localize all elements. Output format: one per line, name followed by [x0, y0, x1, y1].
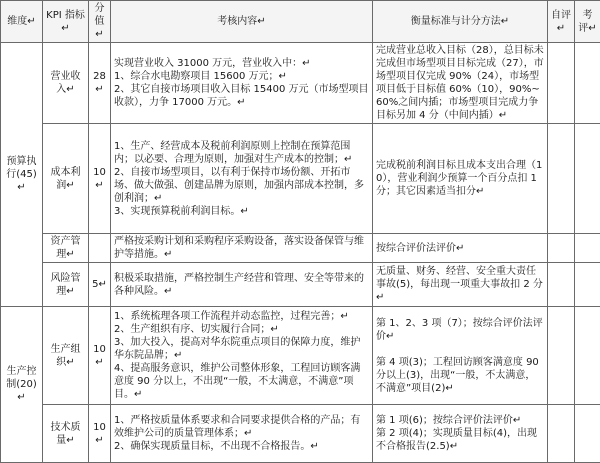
- table-row: [1, 124, 600, 234]
- content-cell: 实现营业收入 31000 万元，营业收入中：↵ 1、综合水电勘察项目 15600 万元；↵ 2、其它自接市场项目收入目标 15400 万元（市场型项目收款），力争 17000 万元。↵: [111, 43, 373, 124]
- content-cell: 1、系统梳理各项工作流程并动态监控，过程完善；↵ 2、生产组织有序、切实履行合同；↵ 3、加大投入，提高对华东院重点项目的保障力度，维护华东院品牌；↵ 4、提高服务意识，维护公司整体形象，工程回访顾客满意度 90 分以上，不出现“一般，不太满意，不满意”项目。↵: [111, 307, 373, 405]
- kpi-cell: 风险管理↵: [43, 263, 89, 307]
- kpi-cell: 资产管理↵: [43, 234, 89, 263]
- score-cell: 10↵: [89, 124, 111, 234]
- table-row: [1, 43, 600, 124]
- header-dimension: 维度↵: [1, 1, 43, 43]
- kpi-cell: 成本利润↵: [43, 124, 89, 234]
- review-cell[interactable]: [575, 307, 600, 405]
- self-eval-cell[interactable]: [548, 405, 575, 463]
- score-cell: [89, 234, 111, 263]
- self-eval-cell[interactable]: [548, 263, 575, 307]
- content-cell: 严格按采购计划和采购程序采购设备，落实设备保管与维护等措施。↵: [111, 234, 373, 263]
- header-row: [1, 1, 600, 43]
- method-cell: 无质量、财务、经营、安全重大责任事故(5)，每出现一项重大事故扣 2 分↵: [373, 263, 548, 307]
- score-cell: 28↵: [89, 43, 111, 124]
- header-review: 考评↵: [575, 1, 600, 43]
- content-cell: 1、严格按质量体系要求和合同要求提供合格的产品；有效维护公司的质量管理体系；↵ 2、确保实现质量目标，不出现不合格报告。↵: [111, 405, 373, 463]
- kpi-cell: 营业收入↵: [43, 43, 89, 124]
- review-cell[interactable]: [575, 234, 600, 263]
- self-eval-cell[interactable]: [548, 234, 575, 263]
- kpi-cell: 技术质量↵: [43, 405, 89, 463]
- kpi-cell: 生产组织↵: [43, 307, 89, 405]
- header-kpi: KPI 指标↵: [43, 1, 89, 43]
- review-cell[interactable]: [575, 263, 600, 307]
- content-cell: 1、生产、经营成本及税前利润原则上控制在预算范围内；以必要、合理为原则，加强对生产成本的控制；↵ 2、自接市场型项目，以有利于保持市场份额、开拓市场、做大做强、创建品牌为原则，加强内部成本控制，多创利润；↵ 3、实现预算税前利润目标。↵: [111, 124, 373, 234]
- table-row: [1, 405, 600, 463]
- score-cell: 10↵: [89, 307, 111, 405]
- table-row: [1, 263, 600, 307]
- method-cell: 完成税前利润目标且成本支出合理（10），营业利润少预算一个百分点扣 1 分；其它因素适当扣分↵: [373, 124, 548, 234]
- review-cell[interactable]: [575, 43, 600, 124]
- content-cell: 积极采取措施，严格控制生产经营和管理、安全等带来的各种风险。↵: [111, 263, 373, 307]
- header-self-eval: 自评↵: [548, 1, 575, 43]
- dimension-cell: 生产控制(20)↵: [1, 307, 43, 463]
- review-cell[interactable]: [575, 124, 600, 234]
- table-row: [1, 307, 600, 405]
- score-cell: 5↵: [89, 263, 111, 307]
- header-content: 考核内容↵: [111, 1, 373, 43]
- method-cell: 第 1、2、3 项（7）；按综合评价法评价↵ 第 4 项(3)；工程回访顾客满意度 90 分以上(3)，出现“一般，不太满意，不满意”项目(2)↵: [373, 307, 548, 405]
- score-cell: 10↵: [89, 405, 111, 463]
- self-eval-cell[interactable]: [548, 307, 575, 405]
- header-method: 衡量标准与计分方法↵: [373, 1, 548, 43]
- dimension-cell: 预算执行(45)↵: [1, 43, 43, 307]
- self-eval-cell[interactable]: [548, 124, 575, 234]
- method-cell: 第 1 项(6)；按综合评价法评价↵ 第 2 项(4)；实现质量目标(4)，出现不合格报告(2.5)↵: [373, 405, 548, 463]
- method-cell: 完成营业总收入目标（28），总目标未完成但市场型项目目标完成（27），市场型项目仅完成 90%（24），市场型项目低于目标值 60%（10），90%~60%之间内插；市场型项目完成力争目标另加 4 分（中间内插）↵: [373, 43, 548, 124]
- self-eval-cell[interactable]: [548, 43, 575, 124]
- review-cell[interactable]: [575, 405, 600, 463]
- table-row: [1, 234, 600, 263]
- header-score: 分值↵: [89, 1, 111, 43]
- method-cell: 按综合评价法评价↵: [373, 234, 548, 263]
